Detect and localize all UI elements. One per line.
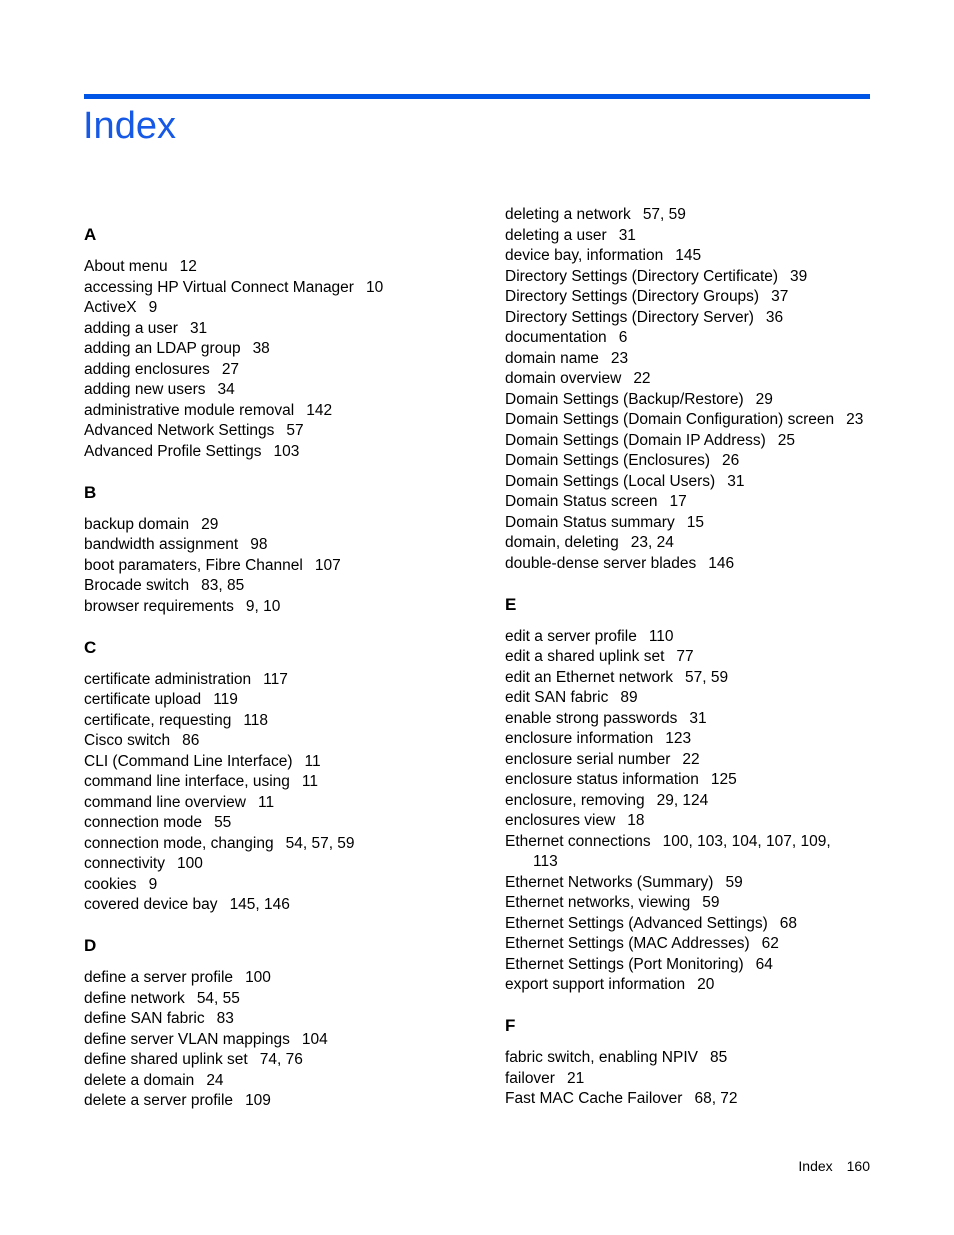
entry-pages: 59 <box>725 873 743 891</box>
index-entry <box>505 975 895 996</box>
index-entry <box>505 729 895 750</box>
title-rule <box>84 94 870 99</box>
entry-term: connectivity <box>84 855 165 872</box>
entry-pages: 15 <box>686 513 704 531</box>
index-entry <box>505 554 895 575</box>
entry-term: export support information <box>505 976 686 993</box>
index-entry <box>84 257 474 278</box>
entry-term: failover <box>505 1069 555 1087</box>
entry-term: Brocade switch <box>84 577 190 594</box>
index-entry <box>505 431 895 452</box>
entry-term: define SAN fabric <box>84 1010 205 1027</box>
entry-term: command line interface, using <box>84 773 290 790</box>
entry-pages: 22 <box>633 370 651 387</box>
entry-pages: 117 <box>263 670 288 688</box>
index-entry <box>84 854 474 875</box>
index-entry <box>84 298 474 319</box>
entry-pages: 83, 85 <box>201 577 245 594</box>
index-entry <box>505 832 895 873</box>
entry-pages: 55 <box>214 814 232 831</box>
section-letter: E <box>505 594 517 614</box>
footer-label: Index <box>798 1158 833 1174</box>
page-number: 160 <box>846 1158 870 1174</box>
entry-pages-continued: 113 <box>533 853 558 870</box>
entry-pages: 31 <box>689 709 707 727</box>
entry-term: edit a shared uplink set <box>505 648 665 665</box>
entry-pages: 142 <box>306 401 333 419</box>
entry-term: connection mode <box>84 814 203 831</box>
entry-pages: 110 <box>648 627 674 645</box>
entry-pages: 109 <box>245 1092 271 1109</box>
entry-pages: 86 <box>182 732 200 749</box>
entry-pages: 54, 57, 59 <box>285 834 355 852</box>
entry-pages: 23, 24 <box>630 534 674 551</box>
entry-pages: 37 <box>771 288 789 305</box>
entry-pages: 31 <box>618 226 636 244</box>
entry-term: device bay, information <box>505 247 664 264</box>
index-entry <box>84 711 474 732</box>
index-entry <box>84 1030 474 1051</box>
section-letter: D <box>84 936 97 955</box>
index-entry <box>505 1089 895 1110</box>
entry-pages: 9 <box>148 875 158 893</box>
index-entry <box>84 380 474 401</box>
entry-term: Domain Settings (Local Users) <box>505 472 716 490</box>
section-letter: C <box>84 637 97 657</box>
index-entry <box>84 535 474 556</box>
entry-term: Ethernet Networks (Summary) <box>505 873 714 891</box>
entry-pages: 11 <box>257 793 275 811</box>
entry-term: Ethernet Settings (MAC Addresses) <box>505 935 750 952</box>
index-entry <box>505 688 895 709</box>
entry-term: browser requirements <box>84 597 234 615</box>
entry-pages: 38 <box>252 340 270 357</box>
index-entry <box>84 1091 474 1112</box>
entry-term: administrative module removal <box>84 401 295 419</box>
entry-pages: 57, 59 <box>685 668 729 686</box>
index-entry <box>84 556 474 577</box>
entry-term: Directory Settings (Directory Certificate) <box>505 267 779 285</box>
entry-pages: 62 <box>761 935 779 952</box>
entry-pages: 18 <box>627 812 645 829</box>
index-entry <box>84 576 474 597</box>
entry-pages: 31 <box>727 472 745 490</box>
entry-pages: 146 <box>708 554 735 572</box>
entry-pages: 9, 10 <box>245 597 281 615</box>
index-entry <box>505 369 895 390</box>
entry-term: enclosure serial number <box>505 750 671 768</box>
index-entry <box>505 410 895 431</box>
index-entry <box>84 875 474 896</box>
index-entry <box>505 750 895 771</box>
entry-pages: 36 <box>765 308 784 326</box>
entry-pages: 103 <box>273 442 300 460</box>
entry-term: About menu <box>84 258 168 275</box>
entry-pages: 74, 76 <box>259 1051 303 1068</box>
index-entry <box>505 914 895 935</box>
entry-pages: 77 <box>676 648 694 665</box>
index-entry <box>84 278 474 299</box>
entry-term: enclosure information <box>505 730 654 747</box>
index-entry <box>505 1048 895 1069</box>
entry-pages: 23 <box>846 411 864 428</box>
entry-term: domain overview <box>505 370 622 387</box>
entry-term: Domain Settings (Enclosures) <box>505 452 711 469</box>
entry-pages: 145, 146 <box>229 896 290 913</box>
entry-pages: 11 <box>304 752 321 770</box>
entry-term: Directory Settings (Directory Server) <box>505 308 754 326</box>
entry-term: certificate administration <box>84 670 252 688</box>
entry-term: bandwidth assignment <box>84 536 239 553</box>
entry-term: enable strong passwords <box>505 709 678 727</box>
page-footer <box>798 1156 870 1176</box>
entry-term: Ethernet networks, viewing <box>505 894 691 911</box>
entry-term: Fast MAC Cache Failover <box>505 1090 683 1107</box>
entry-term: adding an LDAP group <box>84 340 241 357</box>
index-entry <box>505 267 895 288</box>
entry-pages: 20 <box>697 976 715 993</box>
index-entry <box>505 287 895 308</box>
index-entry <box>505 1069 895 1090</box>
index-entry <box>505 205 895 226</box>
section-letter: F <box>505 1016 516 1035</box>
index-entry <box>84 401 474 422</box>
index-column-right <box>505 205 895 1110</box>
entry-term: delete a server profile <box>84 1092 234 1109</box>
entry-term: double-dense server blades <box>505 554 697 572</box>
index-section <box>84 916 474 1112</box>
index-entry <box>505 226 895 247</box>
index-entry <box>84 731 474 752</box>
entry-term: enclosure, removing <box>505 791 645 809</box>
entry-pages: 29, 124 <box>656 791 709 809</box>
index-section <box>84 462 474 617</box>
entry-pages: 100, 103, 104, 107, 109, <box>662 832 831 850</box>
entry-term: Cisco switch <box>84 732 171 749</box>
index-entry <box>505 647 895 668</box>
entry-pages: 68, 72 <box>694 1090 738 1107</box>
entry-pages: 25 <box>777 431 795 449</box>
index-entry <box>84 968 474 989</box>
entry-pages: 6 <box>618 329 628 346</box>
entry-term: adding new users <box>84 381 206 398</box>
index-section <box>505 205 895 574</box>
entry-pages: 85 <box>709 1049 728 1066</box>
entry-pages: 118 <box>243 711 269 729</box>
index-entry <box>505 893 895 914</box>
entry-term: adding a user <box>84 319 178 337</box>
entry-pages: 10 <box>365 278 384 296</box>
entry-pages: 17 <box>669 493 687 510</box>
entry-term: Domain Settings (Backup/Restore) <box>505 390 744 408</box>
entry-pages: 57, 59 <box>642 206 686 223</box>
entry-term: deleting a user <box>505 226 607 244</box>
index-section <box>84 617 474 916</box>
entry-pages: 24 <box>206 1071 224 1089</box>
entry-pages: 100 <box>245 969 271 986</box>
index-entry <box>505 451 895 472</box>
index-column-left <box>84 205 474 1112</box>
entry-term: edit a server profile <box>505 627 637 645</box>
entry-pages: 145 <box>675 247 702 264</box>
entry-term: Advanced Network Settings <box>84 422 275 439</box>
index-entry <box>505 770 895 791</box>
index-entry <box>505 955 895 976</box>
index-entry <box>84 752 474 773</box>
index-entry <box>84 772 474 793</box>
entry-term: Advanced Profile Settings <box>84 442 262 460</box>
entry-term: Domain Status summary <box>505 513 675 531</box>
entry-pages: 31 <box>189 319 208 337</box>
entry-term: Ethernet Settings (Advanced Settings) <box>505 914 768 932</box>
index-entry <box>505 934 895 955</box>
entry-pages: 11 <box>301 773 319 790</box>
index-entry <box>84 515 474 536</box>
entry-term: define a server profile <box>84 969 234 986</box>
index-entry <box>84 339 474 360</box>
entry-pages: 54, 55 <box>196 989 240 1007</box>
index-entry <box>505 627 895 648</box>
index-entry <box>84 834 474 855</box>
index-entry <box>505 308 895 329</box>
index-entry <box>84 421 474 442</box>
index-entry <box>84 813 474 834</box>
entry-pages: 22 <box>682 750 700 768</box>
index-entry <box>505 873 895 894</box>
entry-term: adding enclosures <box>84 360 210 378</box>
entry-pages: 107 <box>314 556 341 574</box>
entry-term: deleting a network <box>505 206 631 223</box>
entry-pages: 59 <box>702 894 720 911</box>
entry-pages: 9 <box>148 299 158 316</box>
entry-pages: 23 <box>610 349 629 367</box>
entry-pages: 68 <box>779 914 798 932</box>
entry-term: command line overview <box>84 793 246 811</box>
entry-term: define shared uplink set <box>84 1051 248 1068</box>
index-entry <box>84 360 474 381</box>
index-section <box>505 574 895 996</box>
index-entry <box>84 989 474 1010</box>
index-entry <box>84 442 474 463</box>
section-letter: A <box>84 225 97 244</box>
entry-pages: 34 <box>217 381 235 398</box>
entry-term: Domain Settings (Domain IP Address) <box>505 431 766 449</box>
entry-term: documentation <box>505 329 607 346</box>
entry-term: fabric switch, enabling NPIV <box>505 1049 698 1066</box>
entry-pages: 125 <box>710 771 737 788</box>
entry-pages: 26 <box>722 452 740 469</box>
entry-term: enclosure status information <box>505 771 699 788</box>
entry-term: delete a domain <box>84 1071 195 1089</box>
entry-term: domain, deleting <box>505 534 619 551</box>
page-title: Index <box>83 105 176 147</box>
entry-pages: 123 <box>665 730 692 747</box>
index-entry <box>505 246 895 267</box>
entry-term: edit SAN fabric <box>505 689 609 706</box>
index-section <box>84 205 474 462</box>
index-entry <box>84 597 474 618</box>
index-entry <box>505 668 895 689</box>
index-entry <box>505 811 895 832</box>
entry-term: define network <box>84 989 185 1007</box>
entry-pages: 27 <box>221 360 240 378</box>
entry-term: connection mode, changing <box>84 834 274 852</box>
entry-term: Directory Settings (Directory Groups) <box>505 288 760 305</box>
index-entry <box>505 349 895 370</box>
index-entry <box>84 1009 474 1030</box>
entry-term: boot paramaters, Fibre Channel <box>84 556 303 574</box>
index-entry <box>505 791 895 812</box>
index-entry <box>84 1050 474 1071</box>
index-entry <box>84 670 474 691</box>
entry-term: accessing HP Virtual Connect Manager <box>84 278 354 296</box>
entry-pages: 29 <box>755 390 773 408</box>
entry-term: certificate upload <box>84 691 202 708</box>
index-entry <box>505 328 895 349</box>
entry-term: enclosures view <box>505 812 616 829</box>
section-letter: B <box>84 482 97 502</box>
index-entry <box>505 513 895 534</box>
entry-pages: 100 <box>176 855 203 872</box>
entry-pages: 29 <box>201 515 219 533</box>
entry-term: certificate, requesting <box>84 711 232 729</box>
index-entry <box>84 895 474 916</box>
index-entry <box>84 793 474 814</box>
index-entry <box>84 319 474 340</box>
index-section <box>505 996 895 1110</box>
entry-term: ActiveX <box>84 299 137 316</box>
index-entry <box>84 1071 474 1092</box>
entry-term: Domain Settings (Domain Configuration) screen <box>505 411 835 428</box>
entry-term: edit an Ethernet network <box>505 668 674 686</box>
entry-term: Domain Status screen <box>505 493 658 510</box>
entry-pages: 21 <box>566 1069 585 1087</box>
entry-term: cookies <box>84 875 137 893</box>
entry-term: backup domain <box>84 515 190 533</box>
entry-pages: 64 <box>755 955 773 973</box>
entry-pages: 12 <box>179 258 197 275</box>
entry-pages: 57 <box>286 422 304 439</box>
entry-pages: 98 <box>250 536 268 553</box>
entry-term: covered device bay <box>84 896 218 913</box>
entry-pages: 104 <box>301 1030 328 1048</box>
index-entry <box>505 533 895 554</box>
index-entry <box>505 472 895 493</box>
entry-term: define server VLAN mappings <box>84 1030 290 1048</box>
index-entry <box>84 690 474 711</box>
index-entry <box>505 390 895 411</box>
entry-pages: 39 <box>790 267 808 285</box>
index-entry <box>505 492 895 513</box>
entry-pages: 89 <box>620 689 638 706</box>
entry-term: Ethernet Settings (Port Monitoring) <box>505 955 744 973</box>
entry-term: CLI (Command Line Interface) <box>84 752 293 770</box>
entry-pages: 83 <box>216 1010 234 1027</box>
index-entry <box>505 709 895 730</box>
entry-pages: 119 <box>213 691 238 708</box>
entry-term: domain name <box>505 349 599 367</box>
entry-term: Ethernet connections <box>505 832 651 850</box>
